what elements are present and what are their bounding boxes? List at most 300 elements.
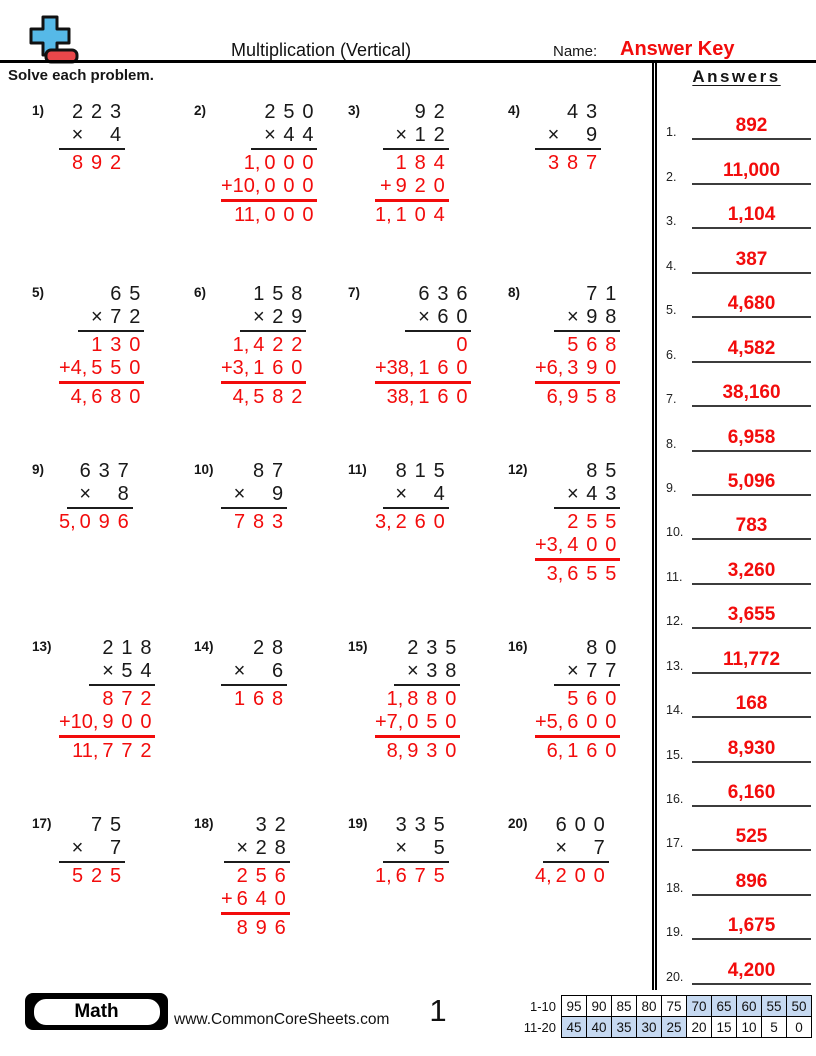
score-row: [516, 1017, 812, 1038]
work-row: [535, 357, 620, 380]
answer-number: 11.: [666, 569, 683, 584]
digit-cell: 8: [140, 637, 152, 659]
digit-cell: 6: [117, 511, 129, 534]
problem-8: [508, 283, 620, 409]
answer-number: 13.: [666, 658, 684, 673]
multiplier-row: [230, 660, 287, 683]
answer-item: [657, 896, 816, 940]
digit-cell: 8: [252, 511, 265, 534]
digit-cell: 0: [586, 534, 598, 557]
digit-cell: ×: [555, 837, 568, 859]
prefix: 11,: [72, 739, 99, 762]
digit-cell: 0: [302, 203, 314, 226]
multiplicand-row: [392, 101, 449, 124]
problem-number: 15): [348, 639, 368, 654]
digit-cell: 2: [109, 152, 122, 175]
multiplier-row: [403, 660, 460, 683]
digit-cell: 0: [129, 385, 141, 408]
prefix: 3,: [375, 511, 392, 534]
prefix: +5,: [535, 711, 564, 734]
name-label: Name:: [553, 43, 598, 60]
problem-number: 5): [32, 285, 45, 300]
answer-line: [692, 515, 811, 540]
work-row: [59, 711, 155, 734]
product-row: [387, 386, 472, 409]
product-row: [234, 204, 317, 227]
product-row: [547, 740, 621, 763]
answer-number: 3.: [666, 214, 677, 229]
equals-rule: [383, 148, 449, 150]
digit-cell: 4: [283, 124, 295, 146]
digit-cell: 2: [555, 865, 567, 888]
multiplicand-row: [233, 814, 290, 837]
score-cell: 50: [787, 996, 812, 1017]
work-row: [98, 688, 155, 711]
digit-cell: 0: [264, 203, 276, 226]
digit-cell: 1: [567, 739, 579, 762]
digit-cell: 2: [140, 688, 152, 711]
digit-cell: 9: [585, 124, 598, 146]
equals-rule: [554, 507, 620, 509]
digit-cell: ×: [418, 306, 430, 328]
digit-cell: 8: [605, 334, 617, 357]
digit-cell: 1: [121, 637, 133, 659]
product-row: [535, 865, 609, 888]
digit-cell: 0: [129, 334, 141, 357]
answer-item: [657, 185, 816, 229]
work-row: [221, 357, 306, 380]
work-row: [414, 334, 471, 357]
multiplicand-row: [392, 814, 449, 837]
digit-cell: ×: [395, 483, 408, 505]
problem-work: [375, 814, 449, 888]
digit-cell: 2: [90, 101, 103, 123]
answer-value: 892: [735, 115, 768, 137]
digit-cell: 0: [445, 688, 457, 711]
answer-item: [657, 585, 816, 629]
problem-number: 8): [508, 285, 521, 300]
prefix: 4,: [232, 385, 250, 408]
prefix: +10,: [221, 175, 261, 198]
work-row: [387, 688, 461, 711]
digit-cell: 6: [586, 688, 598, 711]
digit-cell: ×: [233, 660, 246, 682]
digit-cell: 1: [418, 357, 430, 380]
answer-line: [692, 293, 811, 318]
digit-cell: 0: [593, 814, 605, 836]
digit-cell: 5: [109, 814, 122, 836]
answer-number: 7.: [666, 392, 677, 407]
prefix: 8,: [386, 739, 404, 762]
digit-cell: 6: [437, 357, 449, 380]
digit-cell: 0: [605, 534, 617, 557]
multiplicand-row: [563, 460, 620, 483]
score-cell: 20: [687, 1017, 712, 1038]
score-cell: 30: [637, 1017, 662, 1038]
answer-value: 6,958: [727, 426, 776, 448]
sum-rule: [535, 381, 620, 383]
answers-list: [657, 96, 816, 985]
digit-cell: 8: [272, 385, 284, 408]
answer-line: [692, 338, 811, 363]
prefix: +4,: [59, 357, 88, 380]
product-row: [547, 563, 621, 586]
digit-cell: 7: [121, 688, 133, 711]
prefix: 1,: [375, 203, 392, 226]
equals-rule: [89, 684, 155, 686]
problem-number: 13): [32, 639, 52, 654]
work-row: [563, 334, 620, 357]
problem-10: [194, 460, 287, 534]
multiplier-row: [68, 124, 125, 147]
digit-cell: 4: [255, 888, 267, 911]
prefix: +3,: [221, 357, 250, 380]
digit-cell: 1: [605, 283, 617, 305]
score-cell: 15: [712, 1017, 737, 1038]
multiplier-row: [563, 483, 620, 506]
answer-line: [692, 160, 811, 185]
problem-20: [508, 814, 609, 888]
equals-rule: [405, 330, 471, 332]
digit-cell: 2: [291, 334, 303, 357]
digit-cell: 3: [255, 814, 267, 836]
digit-cell: 0: [433, 511, 445, 534]
multiplicand-row: [414, 283, 471, 306]
problem-9: [32, 460, 133, 534]
work-row: [244, 152, 318, 175]
product-row: [544, 152, 601, 175]
prefix: 11,: [234, 203, 261, 226]
problem-number: 18): [194, 816, 214, 831]
prefix: 1,: [386, 688, 404, 711]
subject-badge: [25, 993, 168, 1030]
multiplicand-row: [87, 283, 144, 306]
equals-rule: [78, 330, 144, 332]
problem-number: 1): [32, 103, 45, 118]
answer-number: 1.: [666, 125, 677, 140]
digit-cell: 0: [274, 888, 286, 911]
answer-value: 387: [735, 248, 768, 270]
digit-cell: 0: [593, 865, 605, 888]
problem-work: [535, 283, 620, 409]
problem-work: [221, 460, 287, 534]
product-row: [375, 865, 449, 888]
multiplicand-row: [76, 460, 133, 483]
digit-cell: 0: [586, 711, 598, 734]
prefix: 38,: [386, 385, 415, 408]
prefix: +6,: [535, 357, 564, 380]
equals-rule: [543, 861, 609, 863]
digit-cell: 0: [574, 814, 586, 836]
problem-number: 6): [194, 285, 207, 300]
multiplier-row: [98, 660, 155, 683]
digit-cell: 6: [252, 688, 265, 711]
work-row: [221, 888, 290, 911]
digit-cell: 6: [274, 916, 286, 939]
problem-work: [59, 101, 125, 175]
digit-cell: 8: [236, 916, 248, 939]
score-cell: 10: [737, 1017, 762, 1038]
answer-item: [657, 452, 816, 496]
sum-rule: [535, 558, 620, 560]
digit-cell: 6: [236, 888, 248, 911]
answer-value: 6,160: [727, 782, 776, 803]
work-row: [563, 511, 620, 534]
problem-number: 20): [508, 816, 528, 831]
score-range-label: 11-20: [523, 1019, 556, 1035]
answer-value: 8,930: [727, 737, 776, 759]
digit-cell: 7: [233, 511, 246, 534]
problem-number: 9): [32, 462, 45, 477]
digit-cell: 8: [395, 460, 407, 482]
digit-cell: 8: [445, 660, 457, 682]
multiplicand-row: [563, 637, 620, 660]
digit-cell: 2: [90, 865, 103, 888]
equals-rule: [240, 330, 306, 332]
digit-cell: 6: [555, 814, 567, 836]
digit-cell: ×: [233, 483, 246, 505]
answer-number: 2.: [666, 169, 677, 184]
digit-cell: 7: [585, 152, 598, 175]
answer-number: 15.: [666, 747, 684, 762]
digit-cell: 3: [395, 814, 407, 836]
product-row: [233, 917, 290, 940]
digit-cell: 0: [407, 711, 419, 734]
problem-work: [59, 814, 125, 888]
answer-line: [692, 249, 811, 274]
digit-cell: 7: [414, 865, 426, 888]
sum-rule: [221, 912, 290, 914]
problem-number: 14): [194, 639, 214, 654]
digit-cell: 8: [414, 152, 426, 175]
problem-work: [375, 283, 471, 409]
digit-cell: 0: [574, 865, 586, 888]
digit-cell: 5: [272, 283, 284, 305]
digit-cell: 0: [456, 357, 468, 380]
work-row: [59, 357, 144, 380]
digit-cell: 9: [102, 711, 114, 734]
multiplier-row: [392, 483, 449, 506]
answers-panel: [652, 61, 816, 990]
digit-cell: 2: [567, 511, 579, 534]
prefix: 4,: [70, 385, 88, 408]
digit-cell: 1: [395, 152, 407, 175]
digit-cell: 6: [437, 306, 449, 328]
answer-item: [657, 140, 816, 184]
digit-cell: ×: [253, 306, 265, 328]
answer-line: [692, 604, 811, 629]
digit-cell: 1: [414, 460, 426, 482]
prefix: +: [221, 888, 233, 911]
problem-1: [32, 101, 125, 175]
problem-7: [348, 283, 471, 409]
score-cell: 5: [762, 1017, 787, 1038]
digit-cell: 0: [414, 203, 426, 226]
problem-5: [32, 283, 144, 409]
digit-cell: 6: [395, 865, 407, 888]
problem-work: [375, 460, 449, 534]
answer-line: [692, 115, 811, 140]
digit-cell: 7: [605, 660, 617, 682]
digit-cell: 0: [140, 711, 152, 734]
work-row: [375, 711, 460, 734]
digit-cell: 5: [605, 511, 617, 534]
digit-cell: 7: [121, 739, 133, 762]
digit-cell: 6: [567, 562, 579, 585]
problem-work: [535, 637, 620, 763]
digit-cell: 2: [272, 306, 284, 328]
answer-value: 38,160: [722, 382, 781, 404]
answer-item: [657, 96, 816, 140]
equals-rule: [383, 861, 449, 863]
digit-cell: 5: [255, 865, 267, 888]
digit-cell: 7: [271, 460, 284, 482]
digit-cell: 2: [291, 385, 303, 408]
digit-cell: 5: [605, 562, 617, 585]
product-row: [59, 511, 133, 534]
digit-cell: 0: [456, 385, 468, 408]
digit-cell: 2: [433, 101, 445, 123]
equals-rule: [59, 148, 125, 150]
digit-cell: 0: [445, 711, 457, 734]
answer-item: [657, 674, 816, 718]
website-text: www.CommonCoreSheets.com: [174, 1011, 390, 1028]
digit-cell: 7: [110, 306, 122, 328]
prefix: 6,: [546, 385, 564, 408]
problem-work: [221, 637, 287, 711]
prefix: +38,: [375, 357, 415, 380]
problem-work: [221, 283, 306, 409]
problem-work: [59, 460, 133, 534]
digit-cell: 3: [110, 334, 122, 357]
answer-item: [657, 363, 816, 407]
digit-cell: 0: [456, 306, 468, 328]
digit-cell: 0: [445, 739, 457, 762]
digit-cell: 4: [433, 203, 445, 226]
multiplier-row: [392, 124, 449, 147]
score-row: [516, 996, 812, 1017]
multiplicand-row: [392, 460, 449, 483]
digit-cell: 0: [264, 175, 276, 198]
digit-cell: 0: [302, 175, 314, 198]
digit-cell: 4: [566, 101, 579, 123]
answer-number: 4.: [666, 258, 677, 273]
multiplicand-row: [68, 814, 125, 837]
digit-cell: 2: [272, 334, 284, 357]
problem-12: [508, 460, 620, 586]
multiplier-row: [544, 124, 601, 147]
multiplicand-row: [98, 637, 155, 660]
equals-rule: [383, 507, 449, 509]
digit-cell: 6: [414, 511, 426, 534]
answer-line: [692, 826, 811, 851]
multiplier-row: [260, 124, 317, 147]
score-cell: 95: [562, 996, 587, 1017]
problem-number: 4): [508, 103, 521, 118]
answer-number: 5.: [666, 303, 677, 318]
problem-work: [59, 283, 144, 409]
product-row: [230, 511, 287, 534]
digit-cell: 9: [255, 916, 267, 939]
multiplicand-row: [552, 814, 609, 837]
digit-cell: 0: [79, 511, 91, 534]
digit-cell: 0: [283, 203, 295, 226]
sum-rule: [375, 735, 460, 737]
digit-cell: 1: [253, 357, 265, 380]
digit-cell: 8: [426, 688, 438, 711]
score-range-label: 1-10: [529, 998, 556, 1014]
digit-cell: 1: [253, 283, 265, 305]
answer-line: [692, 693, 811, 718]
score-cell: 55: [762, 996, 787, 1017]
score-cell: 40: [587, 1017, 612, 1038]
digit-cell: 3: [414, 814, 426, 836]
digit-cell: 3: [271, 511, 284, 534]
problem-number: 17): [32, 816, 52, 831]
answer-number: 8.: [666, 436, 677, 451]
prefix: 3,: [546, 562, 564, 585]
problem-number: 16): [508, 639, 528, 654]
digit-cell: 5: [121, 660, 133, 682]
digit-cell: 7: [586, 660, 598, 682]
digit-cell: 0: [605, 637, 617, 659]
multiplier-row: [392, 837, 449, 860]
digit-cell: 8: [586, 637, 598, 659]
digit-cell: 6: [586, 739, 598, 762]
answer-value: 1,675: [727, 915, 776, 937]
digit-cell: ×: [79, 483, 92, 505]
equals-rule: [394, 684, 460, 686]
multiplier-row: [76, 483, 133, 506]
digit-cell: 9: [414, 101, 426, 123]
digit-cell: 6: [567, 711, 579, 734]
digit-cell: 8: [71, 152, 84, 175]
digit-cell: 6: [79, 460, 91, 482]
problem-2: [194, 101, 317, 227]
problem-work: [221, 101, 317, 227]
digit-cell: 0: [433, 175, 445, 198]
digit-cell: ×: [567, 660, 579, 682]
problems-grid: [0, 63, 652, 990]
digit-cell: 1: [91, 334, 103, 357]
product-row: [230, 688, 287, 711]
digit-cell: 8: [291, 283, 303, 305]
answer-value: 783: [735, 515, 768, 537]
digit-cell: 8: [566, 152, 579, 175]
problem-work: [375, 637, 460, 763]
problem-work: [535, 814, 609, 888]
digit-cell: 8: [274, 837, 286, 859]
digit-cell: 8: [605, 306, 617, 328]
digit-cell: 9: [271, 483, 284, 505]
prefix: 4,: [535, 865, 552, 888]
answer-line: [692, 738, 811, 763]
digit-cell: 5: [253, 385, 265, 408]
multiplier-row: [230, 483, 287, 506]
sum-rule: [221, 199, 317, 201]
digit-cell: 2: [407, 637, 419, 659]
digit-cell: 7: [90, 814, 103, 836]
digit-cell: 7: [117, 460, 129, 482]
product-row: [233, 386, 307, 409]
answer-line: [692, 915, 811, 940]
digit-cell: 5: [433, 814, 445, 836]
problem-work: [59, 637, 155, 763]
answer-item: [657, 629, 816, 673]
problem-4: [508, 101, 601, 175]
problem-work: [375, 101, 449, 227]
work-row: [563, 688, 620, 711]
